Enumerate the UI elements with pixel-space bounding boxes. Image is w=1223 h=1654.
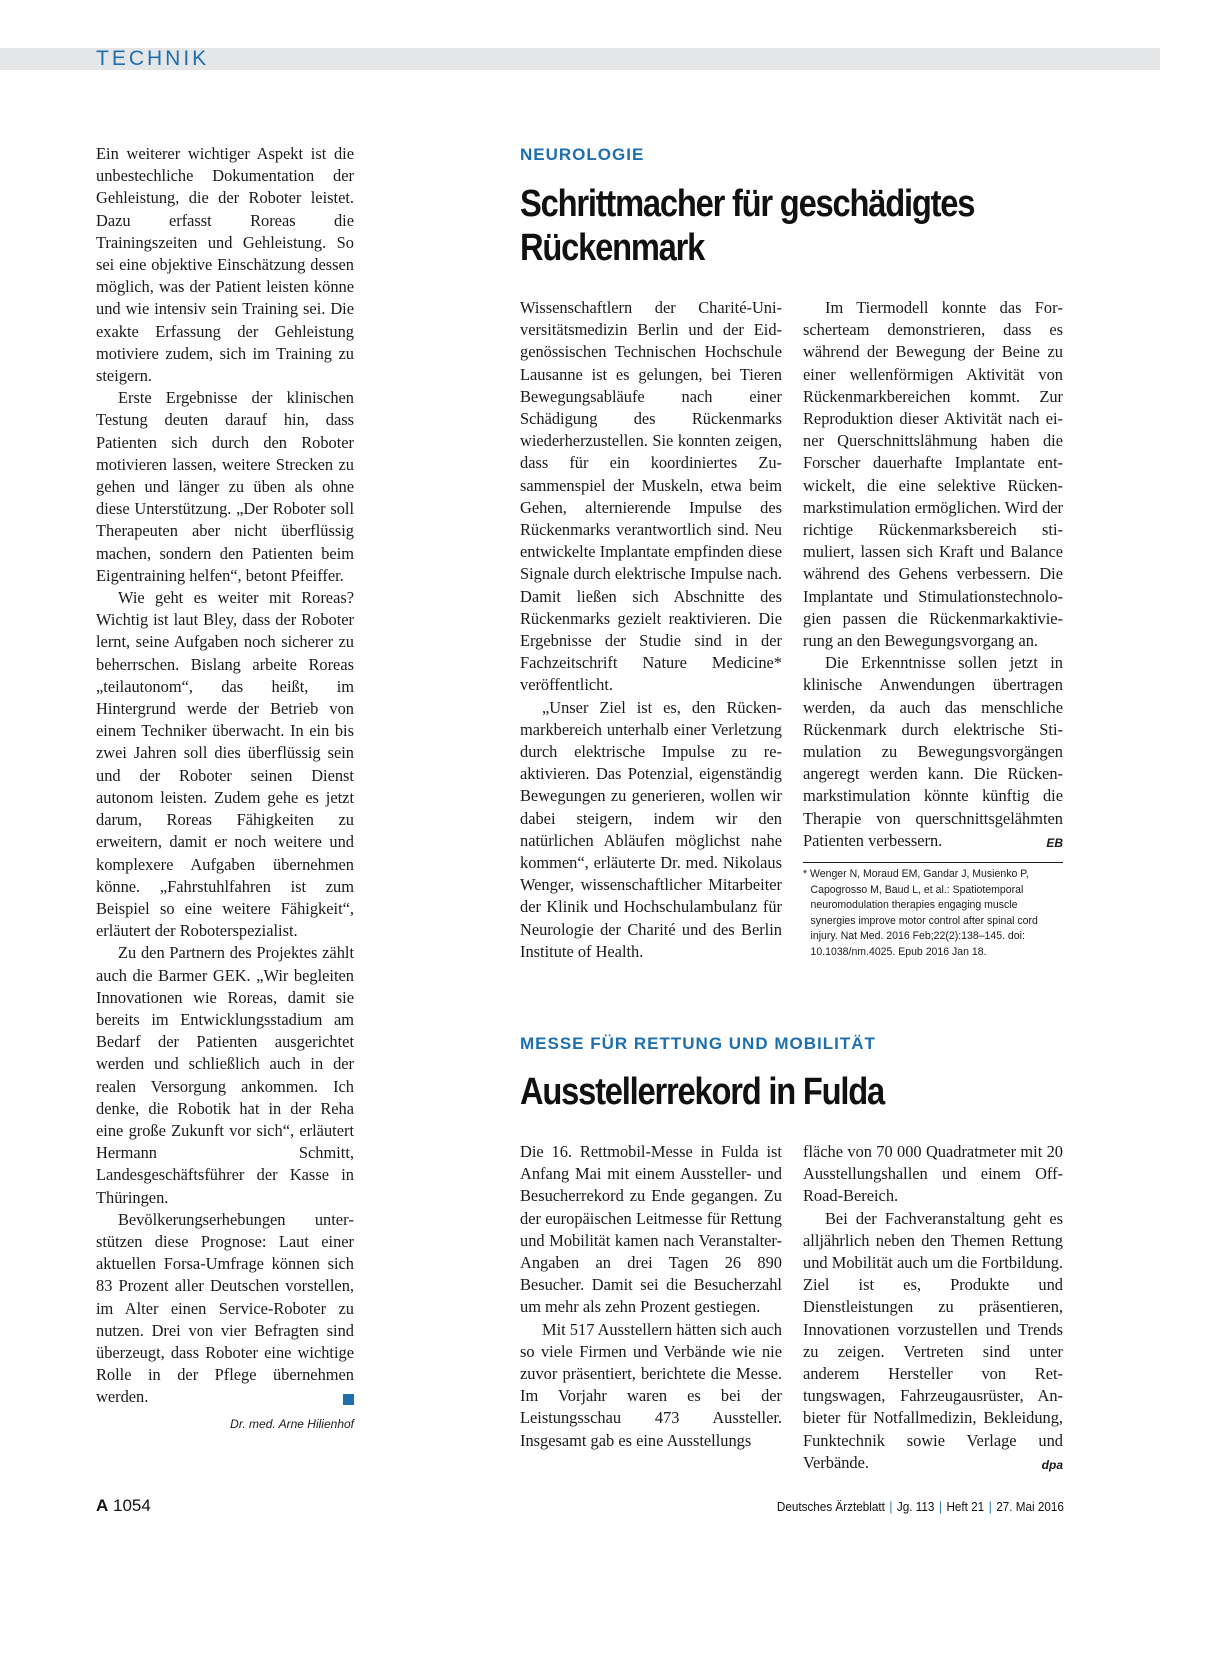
- article-1-headline-line-1: Schrittmacher für geschädigtes: [520, 183, 975, 225]
- footnote-line: synergies improve motor control after spinal cord: [810, 914, 1038, 927]
- article-2-paragraph: Bei der Fachveranstaltung geht es alljährlich neben den Themen Rettung und Mobilität auch um die Fortbildung. Ziel ist es, Produkte und Dienstleistungen zu präsentieren, Innovationen vorzustellen und Trends zu zeigen. Vertreten sind unter anderem Hersteller von Rettungswagen, Fahrzeugausrüster, Anbieter für Notfallmedizin, Bekleidung, Funktechnik sowie Verlage und Verbände.: [803, 1208, 1063, 1472]
- journal-volume: Jg. 113: [896, 1499, 935, 1514]
- journal-date: 27. Mai 2016: [996, 1499, 1064, 1514]
- journal-issue: Heft 21: [946, 1499, 985, 1514]
- end-of-article-square-icon: [343, 1394, 354, 1405]
- author-byline: Dr. med. Arne Hilienhof: [230, 1416, 354, 1431]
- article-2-column-1: [520, 1141, 782, 1452]
- left-article-column: [96, 143, 354, 1435]
- page-prefix: A: [96, 1496, 109, 1515]
- left-paragraph: Ein weiterer wichtiger Aspekt ist die unbestechliche Dokumentation der Gehleistung, die der Roboter leistet. Dazu erfasst Roreas die Trainingszeiten und Gehleistung. So sei eine objektive Einschätzung dessen möglich, was der Patient leisten könne und wie intensiv sein Training sei. Die exakte Erfassung der Gehleistung motiviere zudem, sich im Training zu steigern.: [96, 144, 354, 386]
- article-2-column-2: [803, 1141, 1063, 1476]
- article-1-paragraph: Im Tiermodell konnte das Forscherteam demonstrieren, dass es während der Bewegung der Beine zu einer wellenförmigen Aktivität von Rückenmarkbereichen kommt. Zur Reproduktion dieser Aktivität nach einer Querschnittslähmung haben die Forscher dauerhafte Implantate entwickelt, die eine selektive Rückenmarkstimulation ermöglichen. Wird der richtige Rückenmarksbereich stimuliert, lassen sich Kraft und Balance während des Gehens verbessern. Die Implantate und Stimulationstechnologien passen die Rückenmarkaktivierung an den Bewegungsvorgang an.: [803, 298, 1063, 651]
- left-paragraph: Erste Ergebnisse der klinischen Testung deuten darauf hin, dass Patienten sich durch den Roboter motivieren lassen, weitere Strecken zu gehen und länger zu üben als ohne diese Unterstützung. „Der Roboter soll Therapeuten aber nicht überflüssig machen, sondern den Patienten beim Eigentraining helfen“, betont Pfeiffer.: [96, 388, 354, 585]
- article-1-paragraph: „Unser Ziel ist es, den Rückenmarkbereich unterhalb einer Verletzung durch elektrische Impulse zu reaktivieren. Das Potenzial, eigenständig Bewegungen zu generieren, wollen wir dabei steigern, indem wir den natürlichen Abläufen möglichst nahe kommen“, erläuterte Dr. med. Nikolaus Wenger, wissenschaftlicher Mitarbeiter der Klinik und Hochschulambulanz für Neurologie der Charité und des Berlin Institute of Health.: [520, 697, 782, 961]
- left-paragraph: Zu den Partnern des Projektes zählt auch die Barmer GEK. „Wir begleiten Innovationen wie Roreas, damit sie bereits im Entwicklungsstadium am Bedarf der Patienten ausgerichtet werden und schließlich auch in der realen Versorgung ankommen. Ich denke, die Robotik hat in der Reha eine große Zukunft vor sich“, erläutert Hermann Schmitt, Landesgeschäftsführer der Kasse in Thüringen.: [96, 943, 354, 1207]
- footnote-divider: [803, 862, 1063, 863]
- article-1-column-1: [520, 297, 782, 963]
- article-1-initials: EB: [1046, 836, 1063, 851]
- article-2-paragraph: Die 16. Rettmobil-Messe in Fulda ist Anfang Mai mit einem Aussteller- und Besucherrekord zu Ende gegangen. Zu der europäischen Leitmesse für Rettung und Mobilität kamen nach Veranstalter-Angaben an drei Tagen 26 890 Besucher. Damit sei die Besucherzahl um mehr als zehn Prozent gestiegen.: [520, 1142, 782, 1317]
- article-1-paragraph: Die Erkenntnisse sollen jetzt in klinische Anwendungen übertragen werden, da auch das menschliche Rückenmark durch elektrische Stimulation zu Bewegungsvorgängen angeregt werden kann. Die Rückenmarkstimulation könnte künftig die Therapie von querschnittsgelähmten Patienten verbessern.: [803, 653, 1063, 850]
- journal-name: Deutsches Ärzteblatt: [776, 1499, 885, 1514]
- left-paragraph: Wie geht es weiter mit Roreas? Wichtig ist laut Bley, dass der Roboter lernt, seine Aufgaben noch sicherer zu beherrschen. Bislang arbeite Roreas „teilautonom“, das heißt, im Hintergrund werde der Betrieb von einem Techniker überwacht. In ein bis zwei Jahren soll dies überflüssig sein und der Roboter seinen Dienst autonom leisten. Zudem gehe es jetzt darum, Roreas Fähigkeiten zu erweitern, damit er noch weitere und komplexere Aufgaben übernehmen könne. „Fahrstuhlfahren ist zum Beispiel so eine weitere Fähigkeit“, erläutert der Roboterspezialist.: [96, 588, 354, 941]
- footnote-line: 10.1038/nm.4025. Epub 2016 Jan 18.: [810, 945, 987, 958]
- footnote-line: Capogrosso M, Baud L, et al.: Spatiotemporal: [810, 883, 1024, 896]
- article-1-column-2: [803, 297, 1063, 854]
- article-2-paragraph: fläche von 70 000 Quadratmeter mit 20 Ausstellungshallen und einem Off-Road-Bereich.: [803, 1142, 1063, 1206]
- article-1-paragraph: Wissenschaftlern der Charité-Universitätsmedizin Berlin und der Eidgenössischen Technischen Hochschule Lausanne ist es gelungen, bei Tieren Bewegungsabläufe nach einer Schädigung des Rückenmarks wiederherzustellen. Sie konnten zeigen, dass für ein koordiniertes Zusammenspiel der Muskeln, etwa beim Gehen, alternierende Impulse des Rückenmarks verantwortlich sind. Neu entwickelte Implantate empfinden diese Signale durch elektrische Impulse nach. Damit ließen sich Abschnitte des Rückenmarks gezielt reaktivieren. Die Ergebnisse der Studie sind in der Fachzeitschrift Nature Medicine* veröffentlicht.: [520, 298, 782, 695]
- article-1-kicker: NEUROLOGIE: [520, 145, 645, 164]
- article-2-initials: dpa: [1041, 1458, 1063, 1473]
- page-number: [96, 1496, 151, 1516]
- page-number-value: 1054: [113, 1496, 151, 1515]
- footnote-line: neuromodulation therapies engaging muscle: [810, 899, 1018, 912]
- article-1-footnote: [803, 867, 1049, 961]
- section-label: TECHNIK: [96, 47, 210, 70]
- article-2-headline: Ausstellerrekord in Fulda: [520, 1071, 884, 1113]
- footnote-line: injury. Nat Med. 2016 Feb;22(2):138–145. doi:: [810, 930, 1025, 943]
- journal-footer: Deutsches Ärzteblatt | Jg. 113 | Heft 21 | 27. Mai 2016: [776, 1499, 1064, 1514]
- article-1-headline-line-2: Rückenmark: [520, 227, 705, 269]
- header-bar: [0, 48, 1160, 70]
- article-2-paragraph: Mit 517 Ausstellern hätten sich auch so viele Firmen und Verbände wie nie zuvor präsentiert, berichtete die Messe. Im Vorjahr waren es bei der Leistungsschau 473 Aussteller. Insgesamt gab es eine Ausstellungs: [520, 1319, 782, 1450]
- article-1-headline: [520, 182, 974, 270]
- footnote-line: * Wenger N, Moraud EM, Gandar J, Musienko P,: [803, 868, 1029, 880]
- left-paragraph: Bevölkerungserhebungen unterstützen diese Prognose: Laut einer aktuellen Forsa-Umfrage können sich 83 Prozent aller Deutschen vorstellen, im Alter einen Service-Roboter zu nutzen. Drei von vier Befragten sind überzeugt, dass Roboter eine wichtige Rolle in der Pflege übernehmen werden.: [96, 1209, 354, 1407]
- article-2-kicker: MESSE FÜR RETTUNG UND MOBILITÄT: [520, 1034, 876, 1053]
